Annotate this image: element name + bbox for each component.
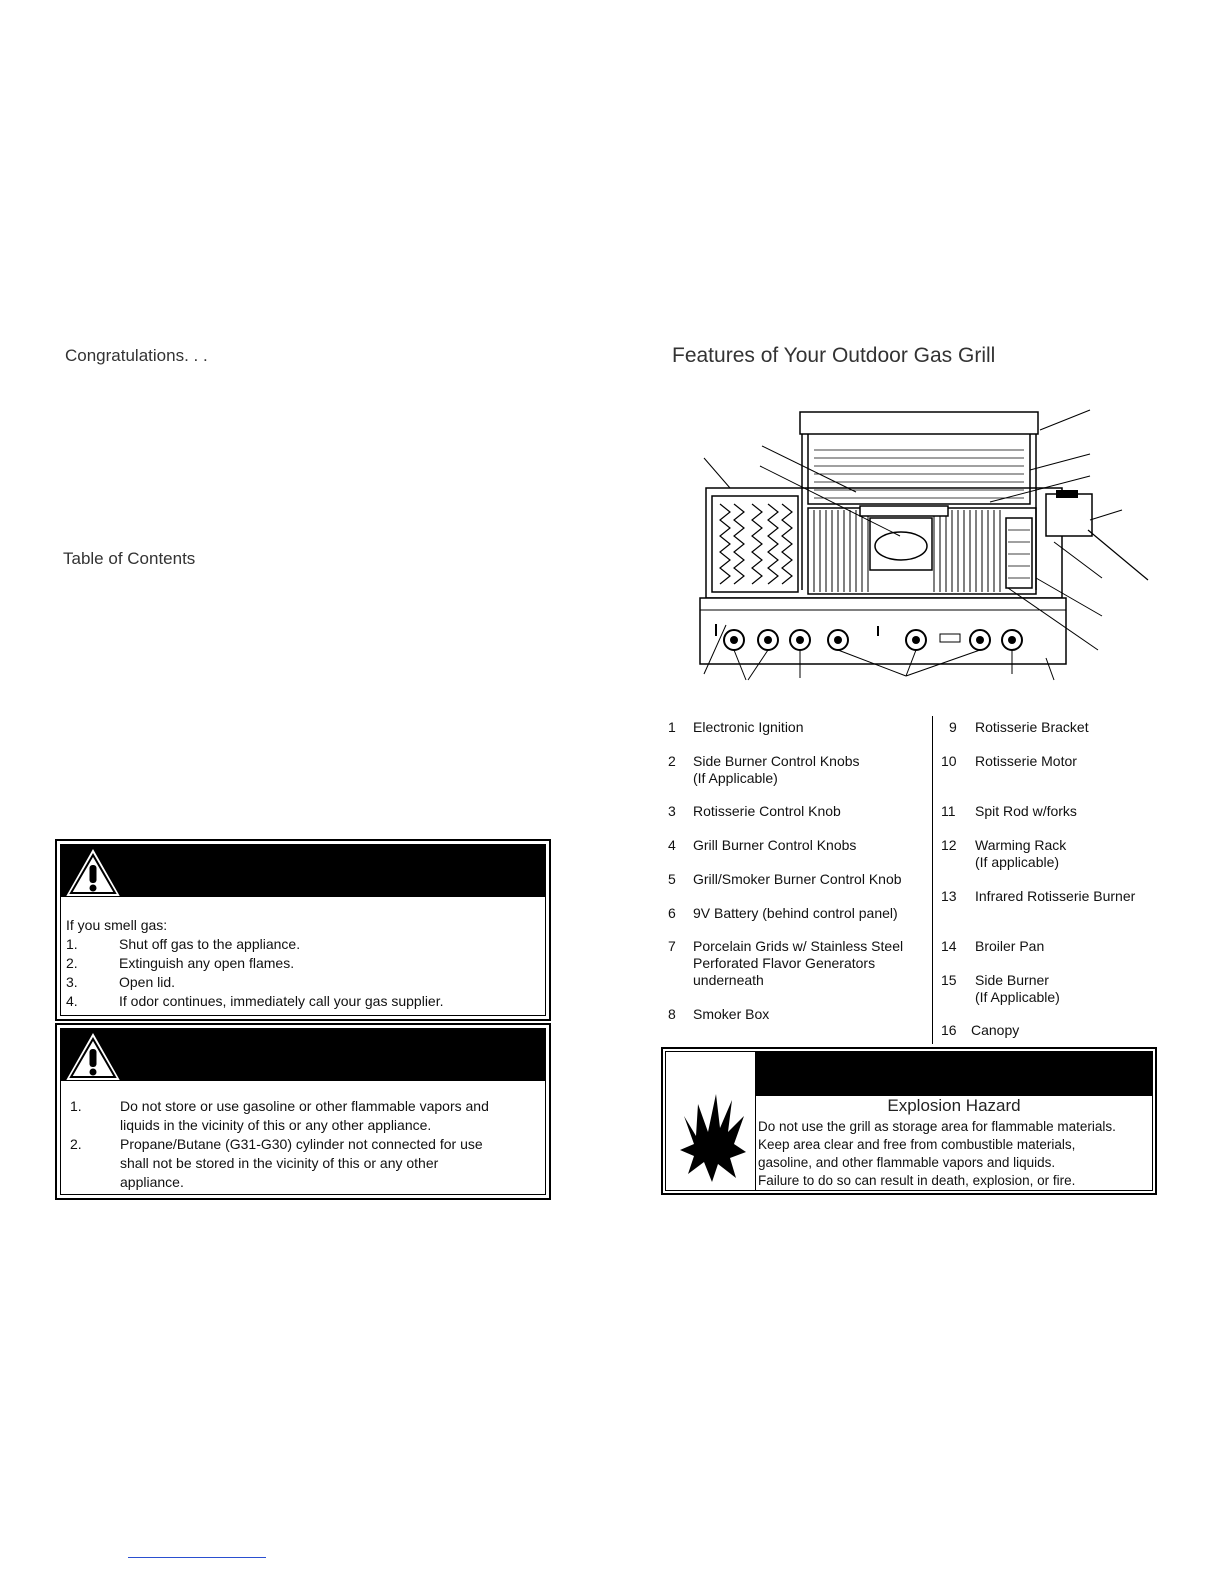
item-text: Extinguish any open flames. [119,955,295,971]
legend-number: 6 [668,905,676,921]
congratulations-heading: Congratulations. . . [65,346,208,365]
legend-number: 2 [668,753,676,769]
flammable-storage-warning-box [55,1023,551,1200]
footer-link-underline [128,1557,266,1558]
legend-label: Infrared Rotisserie Burner [975,888,1136,904]
legend-label: Grill Burner Control Knobs [693,837,857,853]
explosion-hazard-box [661,1047,1157,1195]
legend-label: Rotisserie Motor [975,753,1077,769]
grill-diagram [690,400,1160,690]
legend-number: 4 [668,837,676,853]
explosion-line: Do not use the grill as storage area for flammable materials. [758,1119,1116,1134]
list-item [66,954,536,973]
gas-smell-instructions [66,916,536,1011]
legend-number: 16 [941,1022,957,1038]
legend-label-note: (If applicable) [975,854,1060,870]
legend-label: Warming Rack [975,837,1067,853]
explosion-line: Failure to do so can result in death, explosion, or fire. [758,1173,1076,1188]
item-number: 2. [70,1136,82,1152]
legend-number: 15 [941,972,957,988]
flammable-storage-instructions [70,1097,540,1192]
legend-number: 7 [668,938,676,954]
list-item [66,973,536,992]
legend-number: 14 [941,938,957,954]
legend-label: Canopy [971,1022,1020,1038]
legend-label: Rotisserie Control Knob [693,803,841,819]
item-text-line: liquids in the vicinity of this or any other appliance. [120,1117,432,1133]
explosion-hazard-text [758,1118,1116,1190]
list-item [66,935,536,954]
warning-triangle-icon [65,848,121,898]
item-number: 1. [66,936,78,952]
legend-number: 9 [949,719,957,735]
table-of-contents-heading: Table of Contents [63,549,196,568]
legend-label-line: Perforated Flavor Generators [693,955,876,971]
gas-smell-warning-box [55,839,551,1021]
legend-label-note: (If Applicable) [975,989,1060,1005]
legend-label: Porcelain Grids w/ Stainless Steel [693,938,904,954]
legend-number: 13 [941,888,957,904]
legend-number: 11 [941,803,956,819]
item-text: Open lid. [119,974,176,990]
legend-label: Side Burner [975,972,1049,988]
item-text-line: shall not be stored in the vicinity of this or any other [120,1155,439,1171]
legend-number: 3 [668,803,676,819]
warning-triangle-icon [65,1032,121,1082]
item-number: 4. [66,993,78,1009]
item-number: 1. [70,1098,82,1114]
legend-number: 8 [668,1006,676,1022]
item-number: 3. [66,974,78,990]
legend-label: 9V Battery (behind control panel) [693,905,898,921]
explosion-line: gasoline, and other flammable vapors and liquids. [758,1155,1056,1170]
explosion-line: Keep area clear and free from combustible materials, [758,1137,1076,1152]
legend-label: Side Burner Control Knobs [693,753,860,769]
list-item [66,992,536,1011]
legend-number: 5 [668,871,676,887]
legend-number: 12 [941,837,957,853]
features-legend-left [668,719,928,1039]
legend-label: Electronic Ignition [693,719,804,735]
legend-label-line: underneath [693,972,764,988]
features-heading: Features of Your Outdoor Gas Grill [672,344,996,367]
legend-label: Spit Rod w/forks [975,803,1077,819]
legend-number: 10 [941,753,957,769]
legend-divider [932,716,933,1044]
legend-label-note: (If Applicable) [693,770,778,786]
explosion-icon [678,1086,748,1186]
legend-label: Smoker Box [693,1006,770,1022]
legend-number: 1 [668,719,676,735]
list-item [70,1135,540,1192]
warning-banner [61,845,545,897]
item-text: Shut off gas to the appliance. [119,936,301,952]
item-number: 2. [66,955,78,971]
list-item [70,1097,540,1135]
legend-label: Rotisserie Bracket [975,719,1089,735]
legend-label: Grill/Smoker Burner Control Knob [693,871,902,887]
item-text: If odor continues, immediately call your gas supplier. [119,993,444,1009]
warning-banner [756,1052,1152,1096]
legend-label: Broiler Pan [975,938,1045,954]
item-text-line: appliance. [120,1174,184,1190]
gas-smell-intro: If you smell gas: [66,917,168,933]
features-legend-right [941,719,1161,1041]
item-text-line: Propane/Butane (G31-G30) cylinder not connected for use [120,1136,483,1152]
item-text-line: Do not store or use gasoline or other flammable vapors and [120,1098,489,1114]
explosion-hazard-title: Explosion Hazard [887,1096,1021,1115]
warning-banner [61,1029,545,1081]
